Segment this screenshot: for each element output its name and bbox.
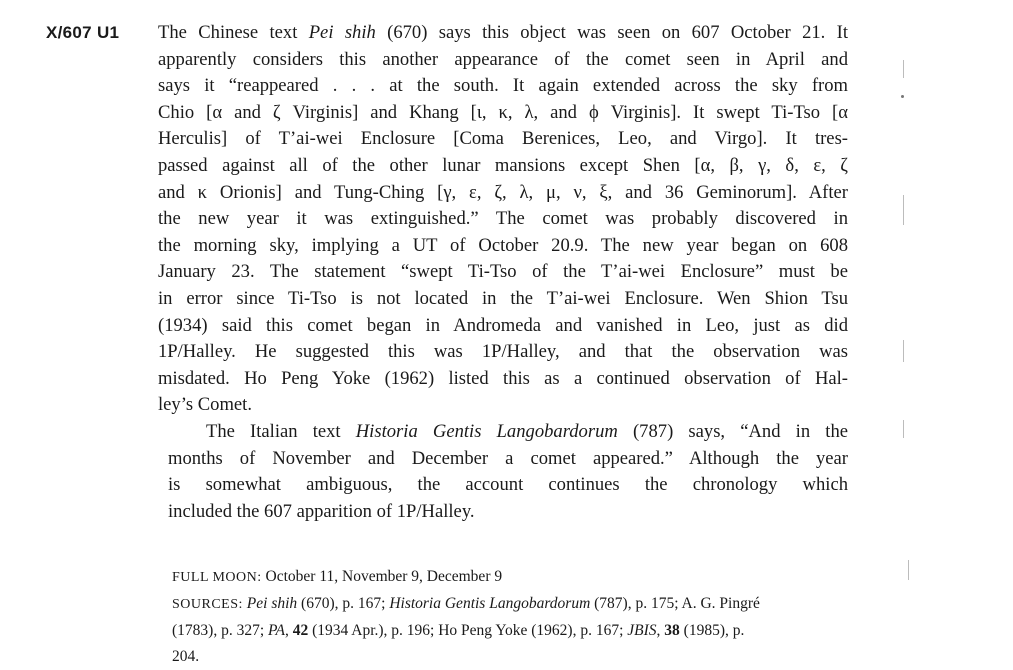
text-run: is somewhat ambiguous, the account continues the chronology which	[168, 474, 848, 496]
text-run: (787), p. 175; A. G. Pingré	[590, 595, 760, 612]
text-run: Herculis] of T’ai-wei Enclosure [Coma Berenices, Leo, and Virgo]. It tres-	[158, 128, 848, 150]
entry-identifier: X/607 U1	[46, 23, 120, 42]
scan-mark	[903, 340, 904, 362]
text-run: ,	[284, 622, 293, 639]
sources-label: SOURCES:	[172, 597, 243, 612]
text-run: included the 607 apparition of 1P/Halley.	[168, 500, 475, 522]
paragraph-1	[158, 20, 848, 419]
text-run: (1783), p. 327;	[172, 622, 269, 639]
text-run: PA	[268, 622, 285, 639]
body-line	[158, 392, 848, 419]
full-moon-label: FULL MOON:	[172, 570, 262, 585]
body-line	[158, 126, 848, 153]
text-run: (787) says, “And in the	[617, 420, 848, 442]
body-line	[158, 206, 848, 233]
scan-mark	[903, 195, 904, 225]
body-line	[158, 339, 848, 366]
scan-mark	[908, 560, 909, 580]
text-run: JBIS	[627, 622, 657, 639]
body-line	[158, 47, 848, 74]
text-run: The Chinese text	[158, 22, 309, 43]
body-line	[158, 366, 848, 393]
sources-line	[172, 618, 844, 644]
text-run: Historia Gentis Langobardorum	[355, 420, 618, 442]
text-run: misdated. Ho Peng Yoke (1962) listed this as a continued observation of Hal-	[158, 367, 848, 389]
body-line	[168, 446, 848, 473]
entry-footer	[172, 564, 844, 670]
text-run: 204.	[172, 648, 200, 665]
text-run: ,	[656, 622, 665, 639]
body-line	[158, 20, 848, 47]
body-line	[158, 153, 848, 180]
sources-block	[172, 591, 844, 670]
body-line	[168, 499, 848, 526]
text-run: (1985), p.	[679, 622, 745, 639]
text-run: months of November and December a comet appeared.” Although the year	[168, 447, 848, 469]
text-run: January 23. The statement “swept Ti-Tso of the T’ai-wei Enclosure” must be	[158, 261, 848, 283]
text-run: 42	[292, 622, 309, 639]
body-line	[158, 259, 848, 286]
text-run: 38	[664, 622, 680, 639]
text-run: the morning sky, implying a UT of October 20.9. The new year began on 608	[158, 234, 848, 256]
scan-dot	[901, 95, 904, 98]
text-run: 1P/Halley. He suggested this was 1P/Halley, and that the observation was	[158, 341, 848, 363]
text-run: (670) says this object was seen on 607 October 21. It	[375, 22, 849, 43]
body-line	[168, 472, 848, 499]
entry-body	[158, 20, 848, 525]
text-run: apparently considers this another appearance of the comet seen in April and	[158, 48, 848, 70]
text-run: Chio [α and ζ Virginis] and Khang [ι, κ, λ, and ϕ Virginis]. It swept Ti-Tso [α	[158, 101, 848, 123]
scan-mark	[903, 420, 904, 438]
text-run: (1934) said this comet began in Andromeda and vanished in Leo, just as did	[158, 314, 848, 336]
text-run: Pei shih	[246, 595, 298, 612]
text-run: Historia Gentis Langobardorum	[389, 595, 591, 612]
sources-line	[172, 644, 844, 670]
body-line	[158, 286, 848, 313]
body-line	[158, 73, 848, 100]
body-line	[158, 100, 848, 127]
text-run: (1934 Apr.), p. 196; Ho Peng Yoke (1962), p. 167;	[308, 622, 628, 639]
sources-line	[172, 591, 844, 618]
text-run: says it “reappeared . . . at the south. It again extended across the sky from	[158, 75, 848, 97]
text-run: (670), p. 167;	[297, 595, 390, 612]
text-run: in error since Ti-Tso is not located in the T’ai-wei Enclosure. Wen Shion Tsu	[158, 287, 848, 309]
body-line	[168, 419, 848, 446]
body-line	[158, 233, 848, 260]
full-moon-line	[172, 564, 844, 591]
body-line	[158, 313, 848, 340]
text-run: ley’s Comet.	[158, 394, 252, 416]
text-run: the new year it was extinguished.” The comet was probably discovered in	[158, 208, 848, 230]
full-moon-dates: October 11, November 9, December 9	[261, 568, 503, 585]
body-line	[158, 180, 848, 207]
text-run: and κ Orionis] and Tung-Ching [γ, ε, ζ, λ, μ, ν, ξ, and 36 Geminorum]. After	[158, 181, 848, 203]
scan-mark	[903, 60, 904, 78]
text-run: The Italian text	[206, 420, 356, 442]
text-run: Pei shih	[308, 22, 376, 43]
paragraph-2	[158, 419, 848, 525]
text-run: passed against all of the other lunar mansions except Shen [α, β, γ, δ, ε, ζ	[158, 154, 848, 176]
